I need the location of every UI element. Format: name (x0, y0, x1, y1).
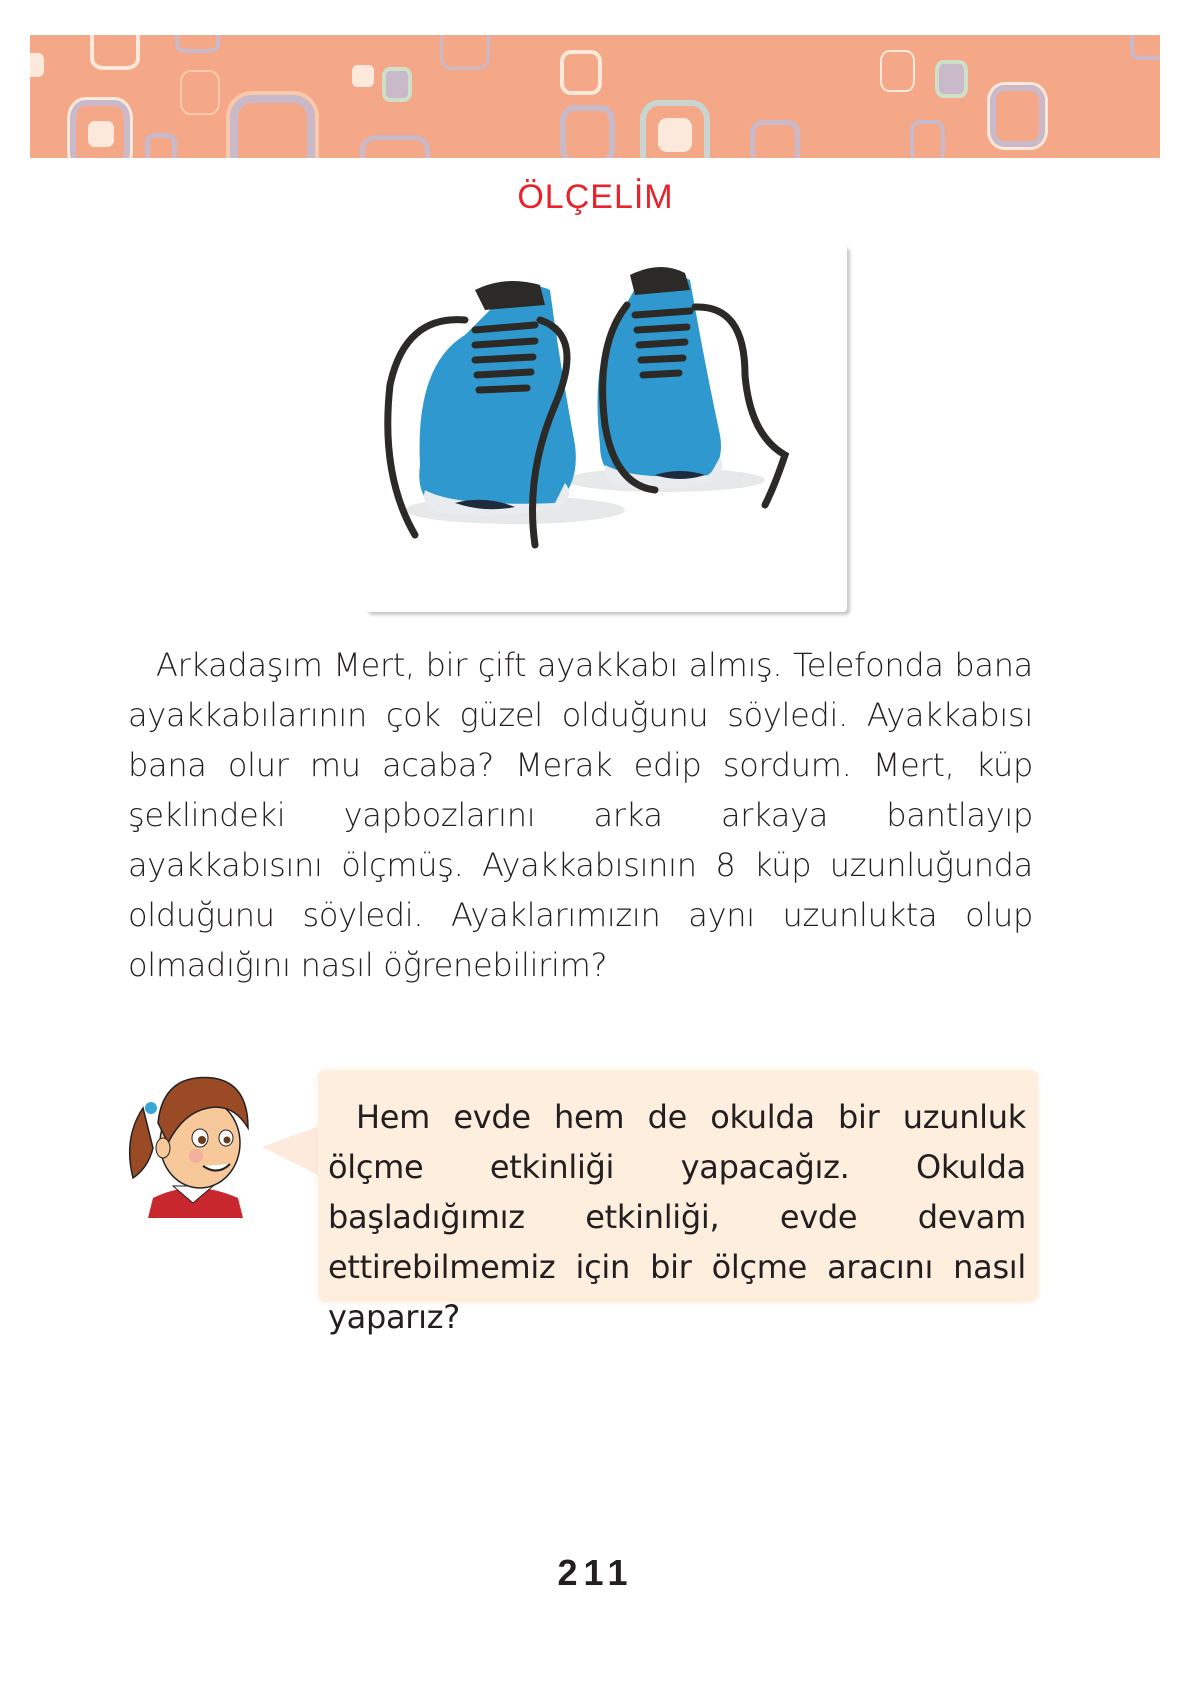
square-pattern-icon (30, 53, 44, 77)
square-pattern-icon (180, 70, 220, 115)
square-pattern-icon (880, 50, 915, 92)
square-pattern-icon (440, 35, 490, 70)
section-title: ÖLÇELİM (517, 178, 674, 216)
square-pattern-icon (910, 120, 945, 158)
speech-bubble-tail (262, 1125, 322, 1177)
square-pattern-icon (230, 95, 315, 158)
square-pattern-icon (352, 65, 374, 87)
square-pattern-icon (658, 118, 692, 152)
sneakers-image (365, 245, 847, 612)
square-pattern-icon (990, 85, 1045, 147)
square-pattern-icon (175, 35, 220, 53)
square-pattern-icon (560, 105, 615, 158)
sneakers-icon (365, 245, 847, 612)
square-pattern-icon (750, 120, 800, 158)
speech-bubble (318, 1070, 1038, 1336)
story-text: Arkadaşım Mert, bir çift ayakkabı almış. Telefonda bana ayakkabılarının çok güzel olduğunu söyledi. Ayakkabısı bana olur mu acaba? Merak edip sordum. Mert, küp şeklindeki yapbozlarını arka arkaya bantlayıp ayakkabısını ölçmüş. Ayakkabısının 8 küp uzunluğunda olduğunu söyledi. Ayaklarımızın aynı uzunlukta olup olmadığını nasıl öğrenebilirim? (128, 646, 1033, 984)
square-pattern-icon (1130, 35, 1160, 60)
square-pattern-icon (145, 133, 177, 158)
story-paragraph (128, 640, 1033, 990)
square-pattern-icon (560, 50, 602, 95)
page-number: 211 (557, 1552, 634, 1593)
square-pattern-icon (360, 135, 430, 158)
square-pattern-icon (88, 121, 114, 147)
square-pattern-icon (90, 35, 140, 70)
square-pattern-icon (935, 60, 968, 98)
square-pattern-icon (382, 67, 412, 102)
girl-avatar-icon (118, 1068, 268, 1218)
girl-character (118, 1068, 268, 1218)
speech-text: Hem evde hem de okulda bir uzunluk ölçme etkinliği yapacağız. Okulda başladığımız etkinliği, evde devam ettirebilmemiz için bir ölçme aracını nasıl yaparız? (328, 1098, 1026, 1336)
decorative-banner (30, 35, 1160, 158)
